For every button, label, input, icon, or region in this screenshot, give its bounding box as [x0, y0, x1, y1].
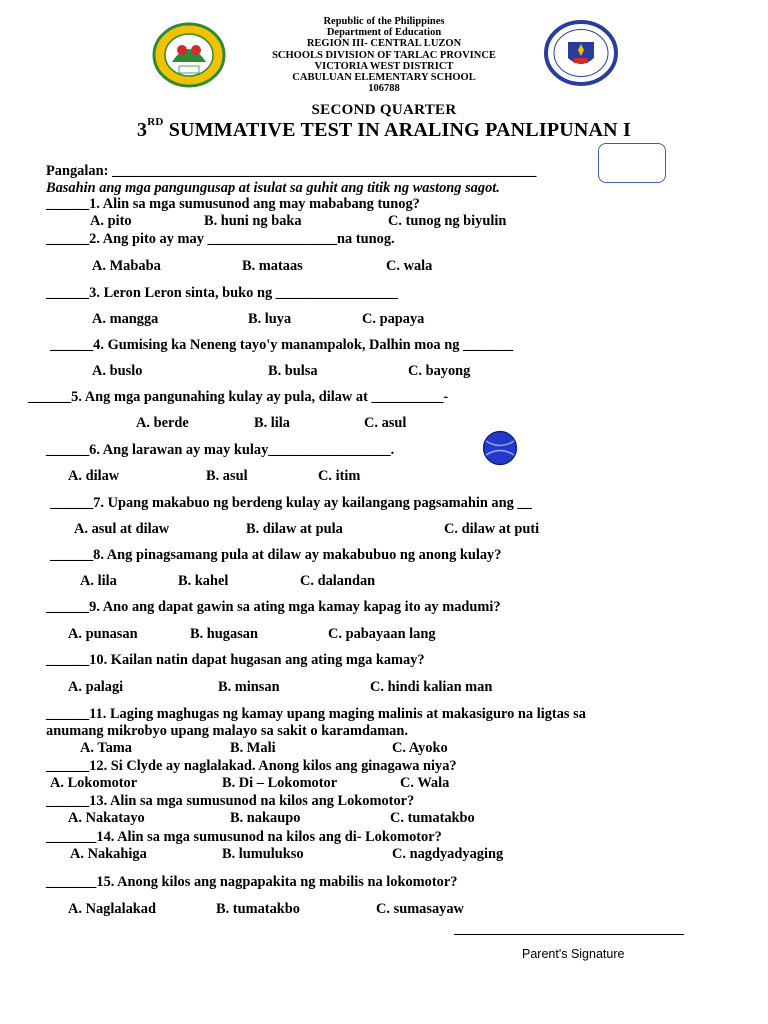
q8-choice-b: B. kahel: [178, 573, 229, 589]
q9-choice-a: A. punasan: [68, 626, 138, 642]
quarter-label: SECOND QUARTER: [311, 102, 457, 118]
q10-choice-b: B. minsan: [218, 679, 280, 695]
title-ordinal: 3: [137, 119, 148, 141]
question-1: ______1. Alin sa mga sumusunod ang may mababang tunog?: [46, 196, 420, 212]
q4-choice-c: C. bayong: [408, 363, 471, 379]
q2-choice-c: C. wala: [386, 258, 433, 274]
q15-choice-a: A. Naglalakad: [68, 901, 156, 917]
q6-choice-c: C. itim: [318, 468, 361, 484]
q6-choice-a: A. dilaw: [68, 468, 120, 484]
question-15: _______15. Anong kilos ang nagpapakita ng mabilis na lokomotor?: [46, 874, 458, 890]
q11-choice-b: B. Mali: [230, 740, 276, 756]
q10-choice-a: A. palagi: [68, 679, 124, 695]
question-4: ______4. Gumising ka Neneng tayo'y manampalok, Dalhin moa ng _______: [50, 337, 514, 353]
q3-choice-c: C. papaya: [362, 311, 425, 327]
header-line-department: Department of Education: [326, 27, 442, 39]
q6-choice-b: B. asul: [206, 468, 248, 484]
q12-choice-b: B. Di – Lokomotor: [222, 775, 338, 791]
q12-choice-c: C. Wala: [400, 775, 450, 791]
header-line-district: VICTORIA WEST DISTRICT: [314, 60, 454, 72]
question-8: ______8. Ang pinagsamang pula at dilaw ay makabubuo ng anong kulay?: [50, 547, 502, 563]
instructions: Basahin ang mga pangungusap at isulat sa guhit ang titik ng wastong sagot.: [46, 180, 500, 196]
q9-choice-c: C. pabayaan lang: [328, 626, 436, 642]
title-ordinal-suffix: RD: [147, 116, 164, 129]
deped-seal-logo: [544, 20, 618, 86]
question-9: ______9. Ano ang dapat gawin sa ating mga kamay kapag ito ay madumi?: [46, 599, 501, 615]
q1-choice-b: B. huni ng baka: [204, 213, 302, 229]
title-text: SUMMATIVE TEST IN ARALING PANLIPUNAN I: [163, 119, 631, 141]
q5-choice-c: C. asul: [364, 415, 407, 431]
question-7: ______7. Upang makabuo ng berdeng kulay ay kailangang pagsamahin ang __: [50, 495, 532, 511]
q2-choice-a: A. Mababa: [92, 258, 161, 274]
q12-choice-a: A. Lokomotor: [50, 775, 138, 791]
q13-choice-b: B. nakaupo: [230, 810, 301, 826]
q10-choice-c: C. hindi kalian man: [370, 679, 493, 695]
q5-choice-a: A. berde: [136, 415, 189, 431]
q14-choice-c: C. nagdyadyaging: [392, 846, 504, 862]
q11-choice-a: A. Tama: [80, 740, 132, 756]
test-title: [0, 116, 768, 142]
name-field[interactable]: Pangalan: ___________________________________________________________: [46, 163, 537, 179]
question-2: ______2. Ang pito ay may __________________na tunog.: [46, 231, 395, 247]
q4-choice-b: B. bulsa: [268, 363, 318, 379]
q7-choice-c: C. dilaw at puti: [444, 521, 540, 537]
q13-choice-c: C. tumatakbo: [390, 810, 475, 826]
q8-choice-a: A. lila: [80, 573, 117, 589]
q7-choice-a: A. asul at dilaw: [74, 521, 170, 537]
question-11: ______11. Laging maghugas ng kamay upang maging malinis at makasiguro na ligtas sa: [46, 706, 586, 722]
q9-choice-b: B. hugasan: [190, 626, 258, 642]
q15-choice-c: C. sumasayaw: [376, 901, 464, 917]
q14-choice-b: B. lumulukso: [222, 846, 304, 862]
q15-choice-b: B. tumatakbo: [216, 901, 300, 917]
q3-choice-a: A. mangga: [92, 311, 159, 327]
question-3: ______3. Leron Leron sinta, buko ng _________________: [46, 285, 399, 301]
q4-choice-a: A. buslo: [92, 363, 143, 379]
q14-choice-a: A. Nakahiga: [70, 846, 147, 862]
blue-ball-icon: [482, 430, 518, 466]
question-12: ______12. Si Clyde ay naglalakad. Anong kilos ang ginagawa niya?: [46, 758, 457, 774]
school-seal-logo: [152, 22, 226, 88]
q5-choice-b: B. lila: [254, 415, 290, 431]
question-10: ______10. Kailan natin dapat hugasan ang ating mga kamay?: [46, 652, 425, 668]
header-line-republic: Republic of the Philippines: [323, 16, 445, 27]
q8-choice-c: C. dalandan: [300, 573, 376, 589]
q3-choice-b: B. luya: [248, 311, 292, 327]
signature-line[interactable]: [454, 934, 684, 935]
header-line-division: SCHOOLS DIVISION OF TARLAC PROVINCE: [272, 49, 496, 61]
q1-choice-c: C. tunog ng biyulin: [388, 213, 507, 229]
q7-choice-b: B. dilaw at pula: [246, 521, 343, 537]
school-header: [0, 16, 768, 94]
header-line-region: REGION III- CENTRAL LUZON: [306, 38, 462, 50]
q11-choice-c: C. Ayoko: [392, 740, 448, 756]
header-line-school-id: 106788: [368, 83, 400, 95]
q2-choice-b: B. mataas: [242, 258, 303, 274]
header-line-school: CABULUAN ELEMENTARY SCHOOL: [292, 72, 476, 84]
q13-choice-a: A. Nakatayo: [68, 810, 145, 826]
signature-label: Parent's Signature: [522, 947, 625, 961]
question-6: ______6. Ang larawan ay may kulay_________________.: [46, 442, 395, 458]
question-5: ______5. Ang mga pangunahing kulay ay pula, dilaw at __________-: [28, 389, 449, 405]
question-11-continued: anumang mikrobyo upang malayo sa sakit o karamdaman.: [46, 723, 408, 739]
score-box[interactable]: [598, 143, 666, 183]
question-14: _______14. Alin sa mga sumusunod na kilos ang di- Lokomotor?: [46, 829, 442, 845]
q1-choice-a: A. pito: [90, 213, 132, 229]
question-13: ______13. Alin sa mga sumusunod na kilos ang Lokomotor?: [46, 793, 415, 809]
